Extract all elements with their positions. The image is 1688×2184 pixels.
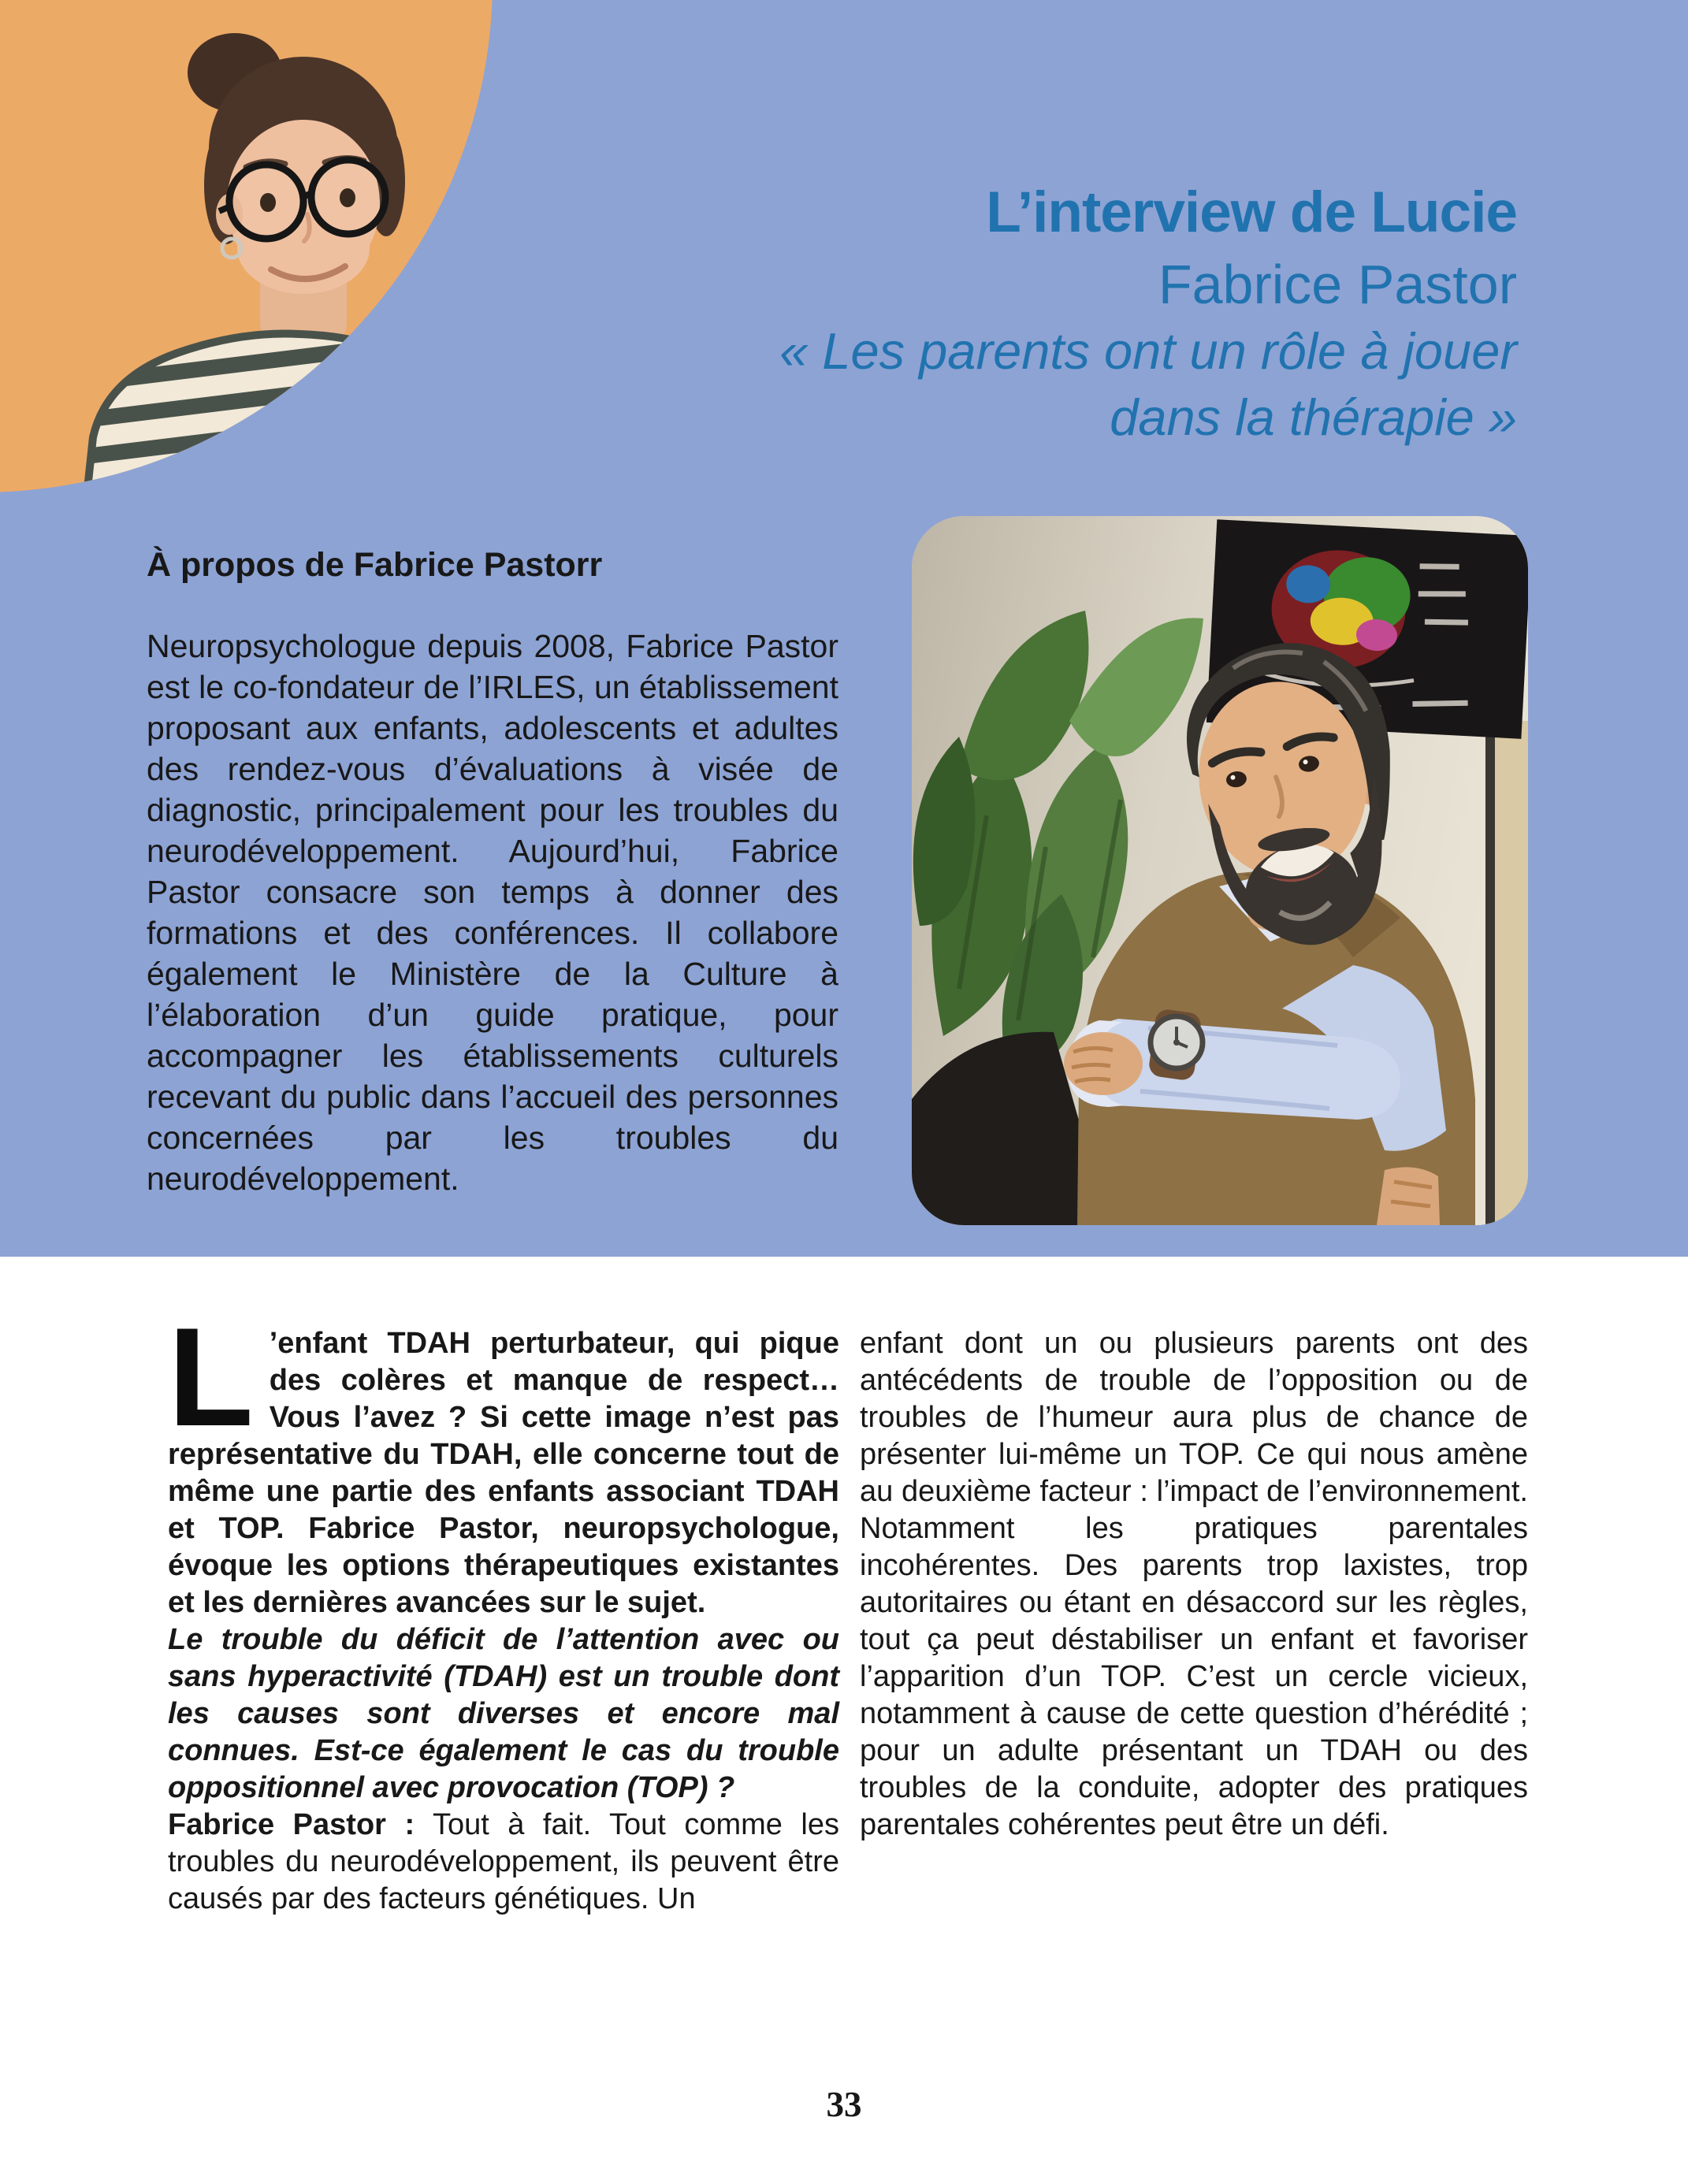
interview-answer bbox=[168, 1807, 839, 1918]
lucie-illustration bbox=[0, 0, 493, 492]
interview-question: Le trouble du déficit de l’attention avec ou sans hyperactivité (TDAH) est un trouble dont les causes sont diverses et encore mal connues. Est-ce également le cas du trouble oppositionnel avec provocation (TOP) ? bbox=[168, 1623, 839, 1804]
pull-quote-line1: « Les parents ont un rôle à jouer bbox=[779, 322, 1517, 380]
right-column-paragraph: enfant dont un ou plusieurs parents ont des antécédents de trouble de l’opposition ou de troubles de l’humeur aura plus de chance de présenter lui-même un TOP. Ce qui nous amène au deuxième facteur : l’impact de l’environnement. Notamment les pratiques parentales incohérentes. Des parents trop laxistes, trop autoritaires ou étant en désaccord sur les règles, tout ça peut déstabiliser un enfant et favoriser l’apparition d’un TOP. C’est un cercle vicieux, notamment à cause de cette question d’hérédité ; pour un adulte présentant un TDAH ou des troubles de la conduite, adopter des pratiques parentales cohérentes peut être un défi. bbox=[860, 1327, 1528, 1841]
about-heading: À propos de Fabrice Pastorr bbox=[147, 546, 603, 584]
lead-text: ’enfant TDAH perturbateur, qui pique des colères et manque de respect… Vous l’avez ? Si cette image n’est pas représentative du TDAH, elle concerne tout de même une partie des enfants associant TDAH et TOP. Fabrice Pastor, neuropsychologue, évoque les options thérapeutiques existantes et les dernières avancées sur le sujet. bbox=[168, 1327, 839, 1619]
lead-paragraph bbox=[168, 1298, 839, 1621]
interviewee-name: Fabrice Pastor bbox=[1158, 254, 1517, 315]
page-title: L’interview de Lucie bbox=[986, 180, 1517, 244]
fabrice-illustration bbox=[912, 516, 1528, 1225]
about-paragraph: Neuropsychologue depuis 2008, Fabrice Pastor est le co-fondateur de l’IRLES, un établissement proposant aux enfants, adolescents et adultes des rendez-vous d’évaluations à visée de diagnostic, principalement pour les troubles du neurodéveloppement. Aujourd’hui, Fabrice Pastor consacre son temps à donner des formations et des conférences. Il collabore également le Ministère de la Culture à l’élaboration d’un guide pratique, pour accompagner les établissements culturels recevant du public dans l’accueil des personnes concernées par les troubles du neurodéveloppement. bbox=[147, 628, 838, 1197]
article-column-right bbox=[860, 1325, 1528, 1844]
about-block bbox=[147, 545, 838, 1199]
portrait-photo-fabrice bbox=[912, 516, 1528, 1225]
pull-quote-line2: dans la thérapie » bbox=[1110, 388, 1517, 446]
drop-cap: L bbox=[168, 1298, 251, 1455]
article-column-left bbox=[168, 1298, 839, 1918]
page-number: 33 bbox=[826, 2085, 862, 2124]
answer-speaker-label: Fabrice Pastor : bbox=[168, 1808, 415, 1841]
portrait-photo-lucie bbox=[0, 0, 493, 492]
hero-title-block bbox=[779, 175, 1517, 451]
answer-text: Tout à fait. Tout comme les troubles du neurodéveloppement, ils peuvent être causés par des facteurs génétiques. Un bbox=[168, 1808, 839, 1915]
